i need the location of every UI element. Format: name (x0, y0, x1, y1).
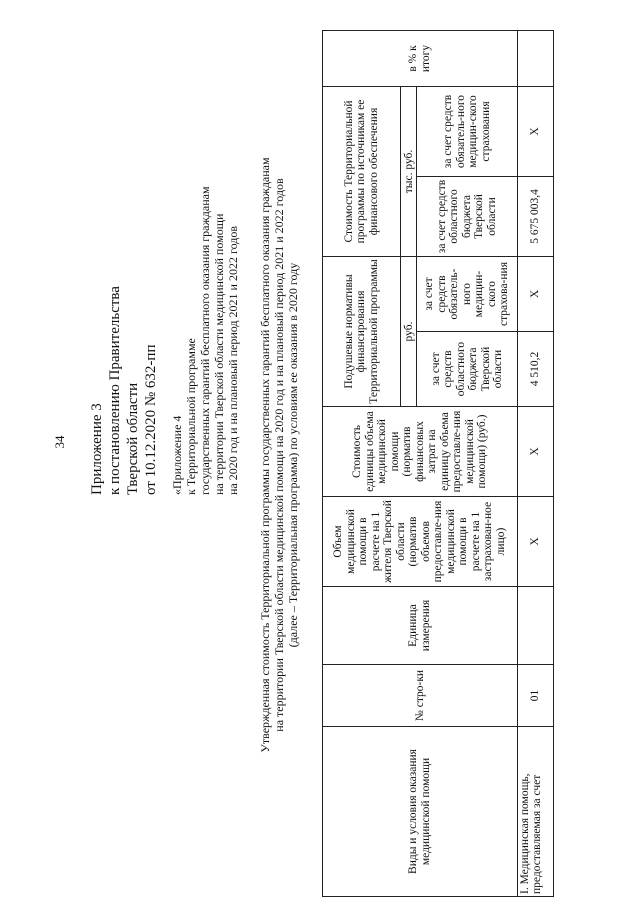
caption-line: Утвержденная стоимость Территориальной программы государственных гарантий бесплатного оказания гражданам (258, 157, 272, 753)
header-total-cost-unit: тыс. руб. (401, 86, 417, 256)
cell-per-capita-budget: 4 510,2 (517, 332, 553, 407)
header-total-cost: Стоимость Территориальной программы по источникам ее финансового обеспечения (323, 86, 401, 256)
note-line: государственных гарантий бесплатного оказания гражданам (198, 186, 212, 495)
appendix-note (170, 95, 240, 495)
heading-line: Тверской области (125, 382, 141, 495)
heading-line: от 10.12.2020 № 632-пп (143, 344, 159, 495)
appendix-heading (88, 195, 160, 495)
header-unit: Единица измерения (323, 587, 518, 665)
cell-cost-per-unit: X (517, 407, 553, 497)
header-total-oms: за счет средств обязатель-ного медицин-ского страхования (417, 86, 517, 176)
page-number: 34 (52, 435, 67, 449)
heading-line: Приложение 3 (89, 403, 105, 495)
table-caption (258, 105, 300, 805)
header-cost-per-unit: Стоимость единицы объема медицинской помощи (норматив финансовых затрат на единицу объема предоставле-ния медицинской помощи) (руб.) (323, 407, 518, 497)
caption-line: (далее – Территориальная программа) по условиям ее оказания в 2020 году (286, 262, 300, 648)
cell-per-capita-oms: X (517, 256, 553, 331)
note-line: на 2020 год и на плановый период 2021 и 2022 годов (226, 225, 240, 495)
heading-line: к постановлению Правительства (107, 286, 123, 495)
header-row-no: № стро-ки (323, 665, 518, 727)
cell-total-oms: X (517, 86, 553, 176)
header-per-capita-budget: за счет средств областного бюджета Тверской области (417, 332, 517, 407)
header-total-budget: за счет средств областного бюджета Тверской области (417, 176, 517, 256)
note-line: на территории Тверской области медицинской помощи (212, 213, 226, 495)
cell-unit (517, 587, 553, 665)
cell-total-budget: 5 675 003,4 (517, 176, 553, 256)
caption-line: на территории Тверской области медицинской помощи на 2020 год и на плановый период 2021 и 2022 годов (272, 178, 286, 732)
cell-percent (517, 30, 553, 86)
note-line: «Приложение 4 (170, 415, 184, 495)
cell-kind: I. Медицинская помощь, предоставляемая за счет (517, 727, 553, 897)
header-per-capita-unit: руб. (401, 256, 417, 406)
cell-no: 01 (517, 665, 553, 727)
header-percent: в % к итогу (323, 30, 518, 86)
header-per-capita-oms: за счет средств обязатель-ного медицин-ского страхова-ния (417, 256, 517, 331)
cell-volume: X (517, 497, 553, 587)
header-per-capita: Подушевые нормативы финансирования Территориальной программы (323, 256, 401, 406)
note-line: к Территориальной программе (184, 338, 198, 495)
header-volume: Объем медицинской помощи в расчете на 1 жителя Тверской области (норматив объемов предоставле-ния медицинской помощи в расчете на 1 застрахован-ное лицо) (323, 497, 518, 587)
cost-table (322, 30, 554, 897)
table-row (517, 30, 553, 896)
header-kind: Виды и условия оказания медицинской помощи (323, 727, 518, 897)
